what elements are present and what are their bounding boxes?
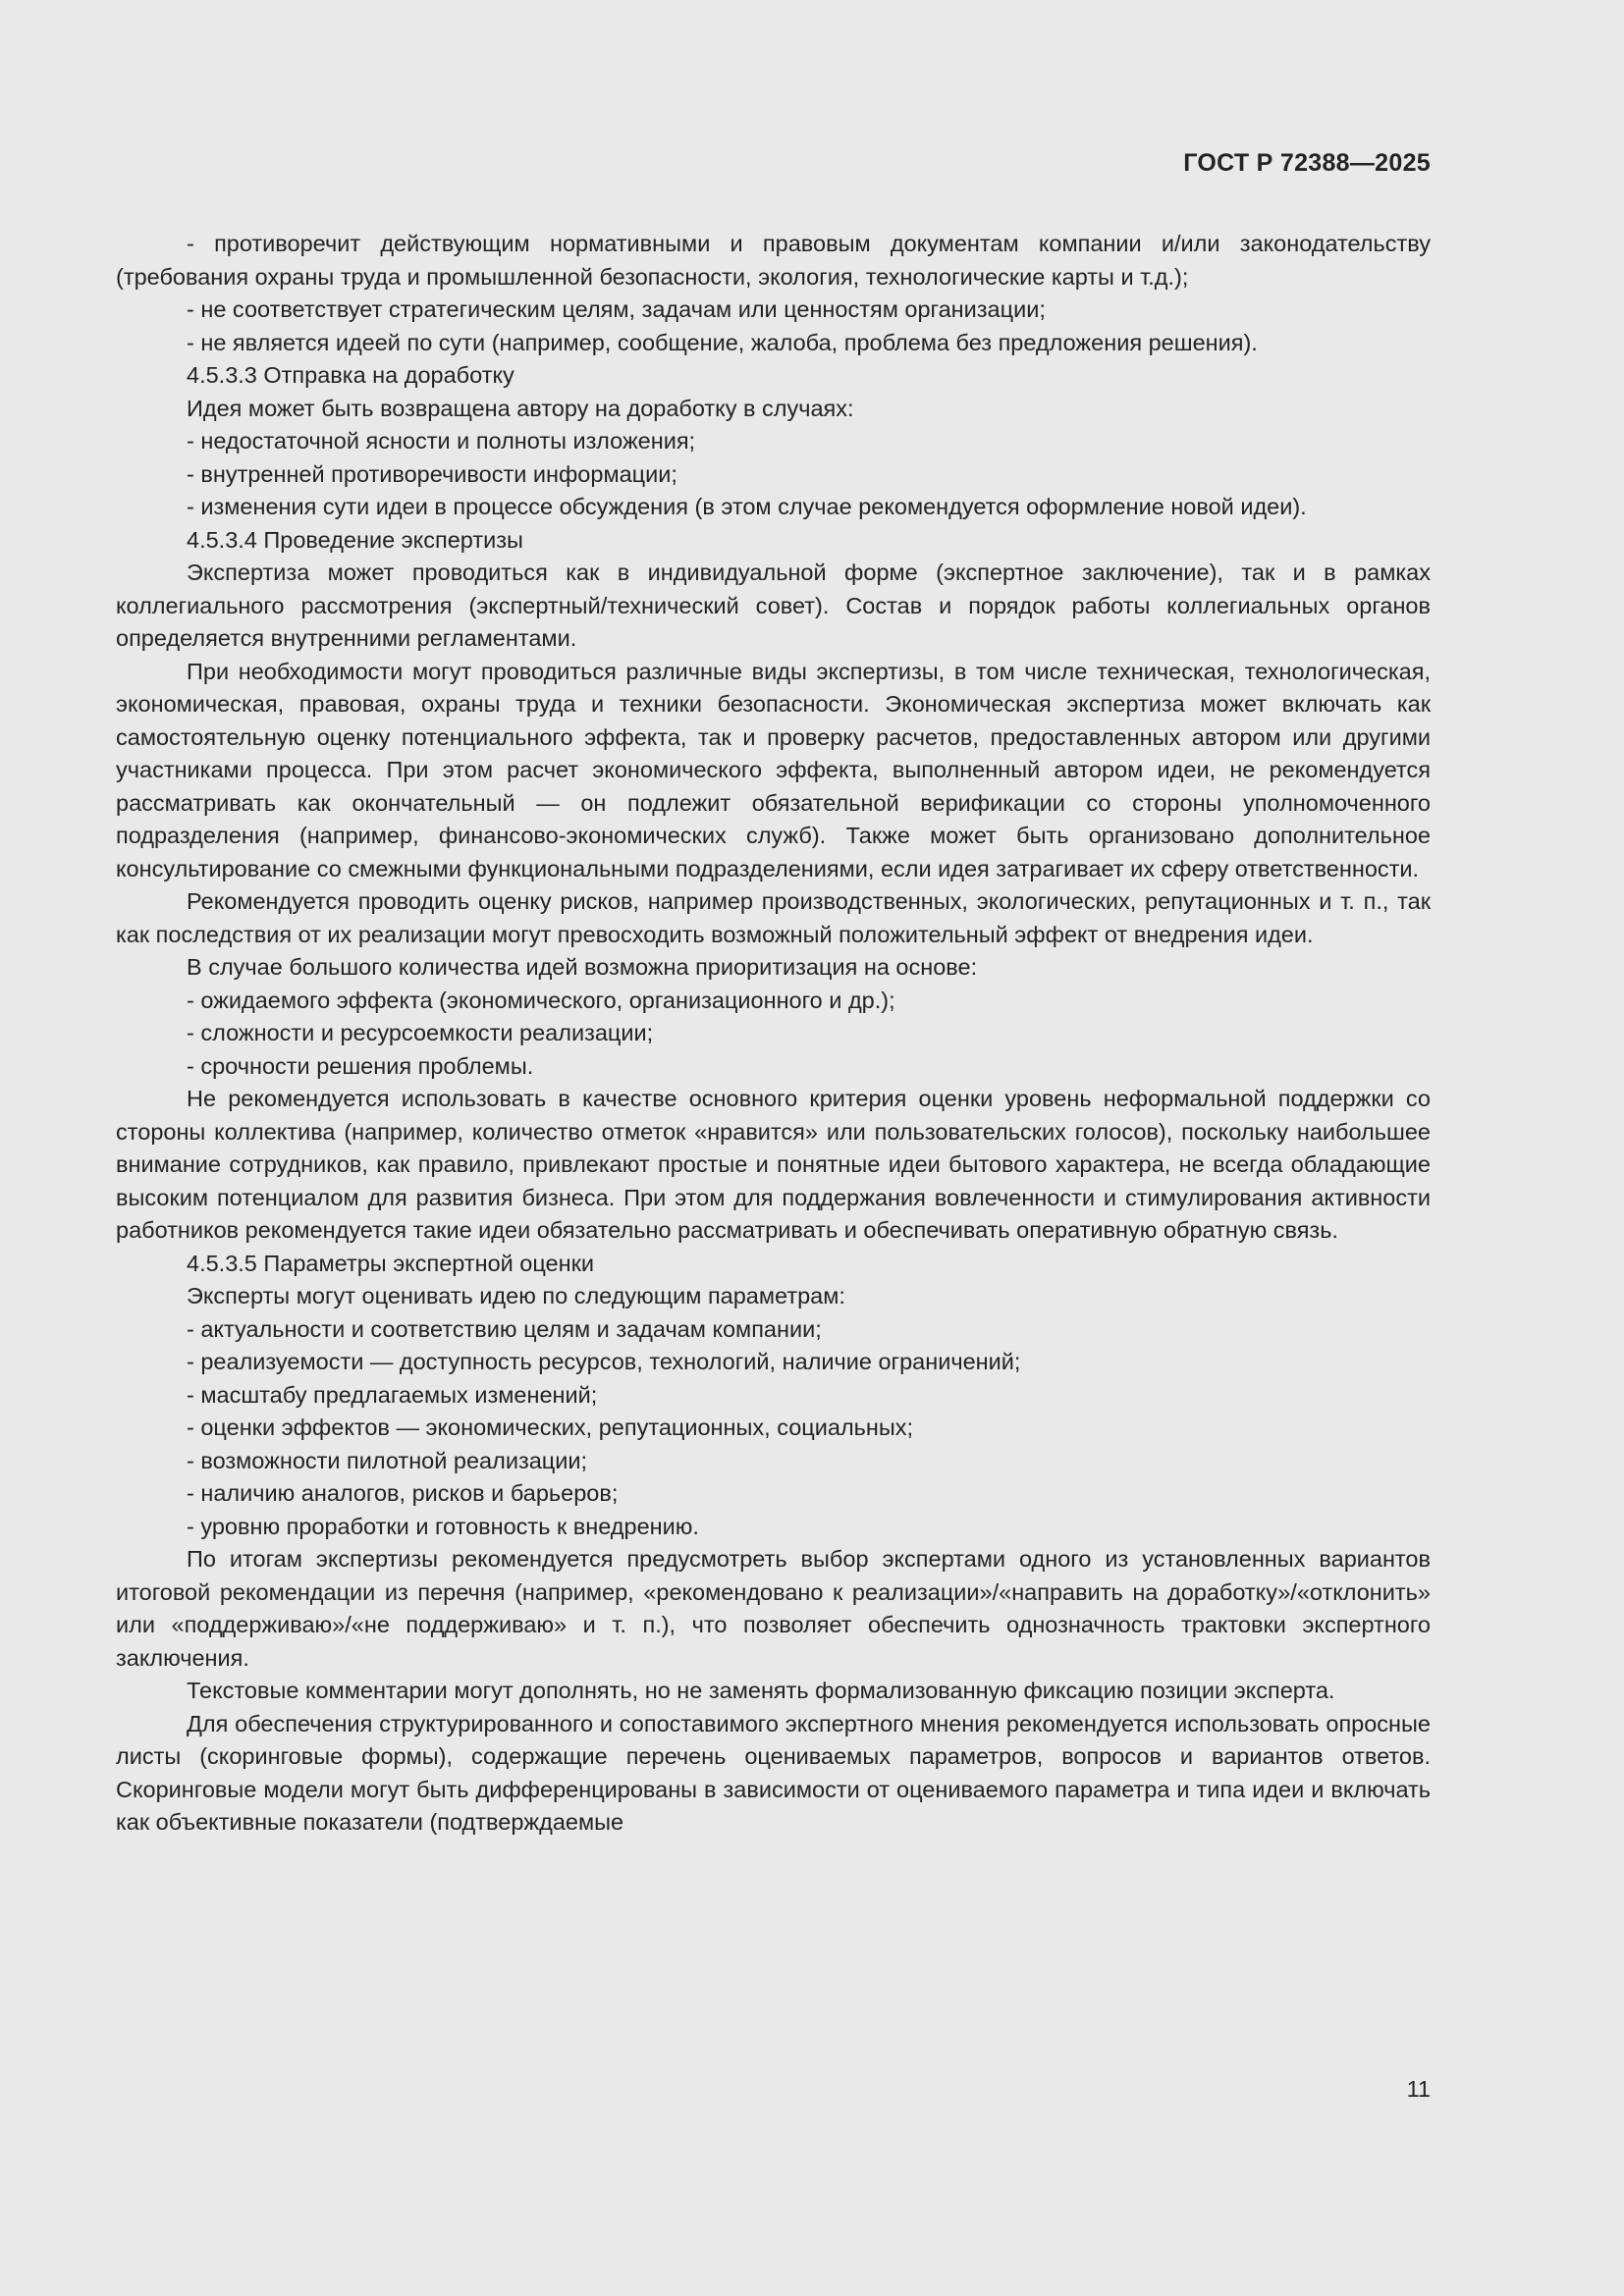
paragraph-parameters-intro: Эксперты могут оценивать идею по следующим параметрам: <box>187 1283 845 1308</box>
list-item-clarity: - недостаточной ясности и полноты изложения; <box>187 428 696 454</box>
list-item-not-idea: - не является идеей по сути (например, сообщение, жалоба, проблема без предложения решения). <box>187 329 1258 355</box>
list-item-contradiction: - внутренней противоречивости информации; <box>187 460 677 487</box>
page-number: 11 <box>1406 2076 1431 2102</box>
list-item-expected-effect: - ожидаемого эффекта (экономического, организационного и др.); <box>187 987 895 1013</box>
list-item-readiness: - уровню проработки и готовность к внедрению. <box>187 1513 699 1539</box>
paragraph-expertise-types: При необходимости могут проводиться различные виды экспертизы, в том числе техническая, технологическая, экономическая, правовая, охраны труда и техники безопасности. Экономическая экспертиза может включать как самостоятельную оценку потенциального эффекта, так и проверку расчетов, предоставленных автором или другими участниками процесса. При этом расчет экономического эффекта, выполненный автором идеи, не рекомендуется рассматривать как окончательный — он подлежит обязательной верификации со стороны уполномоченного подразделения (например, финансово-экономических служб). Также может быть организовано дополнительное консультирование со смежными функциональными подразделениями, если идея затрагивает их сферу ответственности. <box>116 658 1431 881</box>
document-header: ГОСТ Р 72388—2025 <box>1183 149 1431 177</box>
list-item-analogues: - наличию аналогов, рисков и барьеров; <box>187 1480 619 1506</box>
paragraph-scoring-forms: Для обеспечения структурированного и сопоставимого экспертного мнения рекомендуется использовать опросные листы (скоринговые формы), содержащие перечень оцениваемых параметров, вопросов и вариантов ответов. Скоринговые модели могут быть дифференцированы в зависимости от оцениваемого параметра и типа идеи и включать как объективные показатели (подтверждаемые <box>116 1710 1431 1835</box>
list-item-relevance: - актуальности и соответствию целям и задачам компании; <box>187 1315 822 1342</box>
list-item-pilot: - возможности пилотной реализации; <box>187 1447 588 1473</box>
document-body <box>116 228 1431 1840</box>
list-item-urgency: - срочности решения проблемы. <box>187 1052 534 1079</box>
paragraph-risk-assessment: Рекомендуется проводить оценку рисков, например производственных, экологических, репутационных и т. п., так как последствия от их реализации могут превосходить возможный положительный эффект от внедрения идеи. <box>116 888 1431 947</box>
paragraph-final-recommendation: По итогам экспертизы рекомендуется предусмотреть выбор экспертами одного из установленных вариантов итоговой рекомендации из перечня (например, «рекомендовано к реализации»/«направить на доработку»/«отклонить» или «поддерживаю»/«не поддерживаю» и т. п.), что позволяет обеспечить однозначность трактовки экспертного заключения. <box>116 1546 1431 1671</box>
list-item-effects: - оценки эффектов — экономических, репутационных, социальных; <box>187 1415 914 1440</box>
section-heading-4-5-3-5: 4.5.3.5 Параметры экспертной оценки <box>187 1250 595 1276</box>
list-item-not-strategic: - не соответствует стратегическим целям, задачам или ценностям организации; <box>187 296 1046 322</box>
list-item-scale: - масштабу предлагаемых изменений; <box>187 1381 598 1408</box>
paragraph-expertise-form: Экспертиза может проводиться как в индивидуальной форме (экспертное заключение), так и в рамках коллегиального рассмотрения (экспертный/технический совет). Состав и порядок работы коллегиальных органов определяется внутренними регламентами. <box>116 560 1431 651</box>
list-item-change-essence: - изменения сути идеи в процессе обсуждения (в этом случае рекомендуется оформление новой идеи). <box>187 494 1307 519</box>
paragraph-informal-support: Не рекомендуется использовать в качестве основного критерия оценки уровень неформальной поддержки со стороны коллектива (например, количество отметок «нравится» или пользовательских голосов), поскольку наибольшее внимание сотрудников, как правило, привлекают простые и понятные идеи бытового характера, не всегда обладающие высоким потенциалом для развития бизнеса. При этом для поддержания вовлеченности и стимулирования активности работников рекомендуется такие идеи обязательно рассматривать и обеспечивать оперативную обратную связь. <box>116 1086 1431 1243</box>
section-heading-4-5-3-4: 4.5.3.4 Проведение экспертизы <box>187 526 523 553</box>
list-item-complexity: - сложности и ресурсоемкости реализации; <box>187 1020 654 1045</box>
paragraph-1: - противоречит действующим нормативными и правовым документам компании и/или законодательству (требования охраны труда и промышленной безопасности, экология, технологические карты и т.д.); <box>116 231 1431 290</box>
paragraph-prioritization-intro: В случае большого количества идей возможна приоритизация на основе: <box>187 954 978 980</box>
section-heading-4-5-3-3: 4.5.3.3 Отправка на доработку <box>187 362 514 388</box>
list-item-feasibility: - реализуемости — доступность ресурсов, технологий, наличие ограничений; <box>187 1349 1021 1374</box>
paragraph-return-intro: Идея может быть возвращена автору на доработку в случаях: <box>187 395 854 421</box>
paragraph-text-comments: Текстовые комментарии могут дополнять, но не заменять формализованную фиксацию позиции эксперта. <box>187 1678 1335 1703</box>
